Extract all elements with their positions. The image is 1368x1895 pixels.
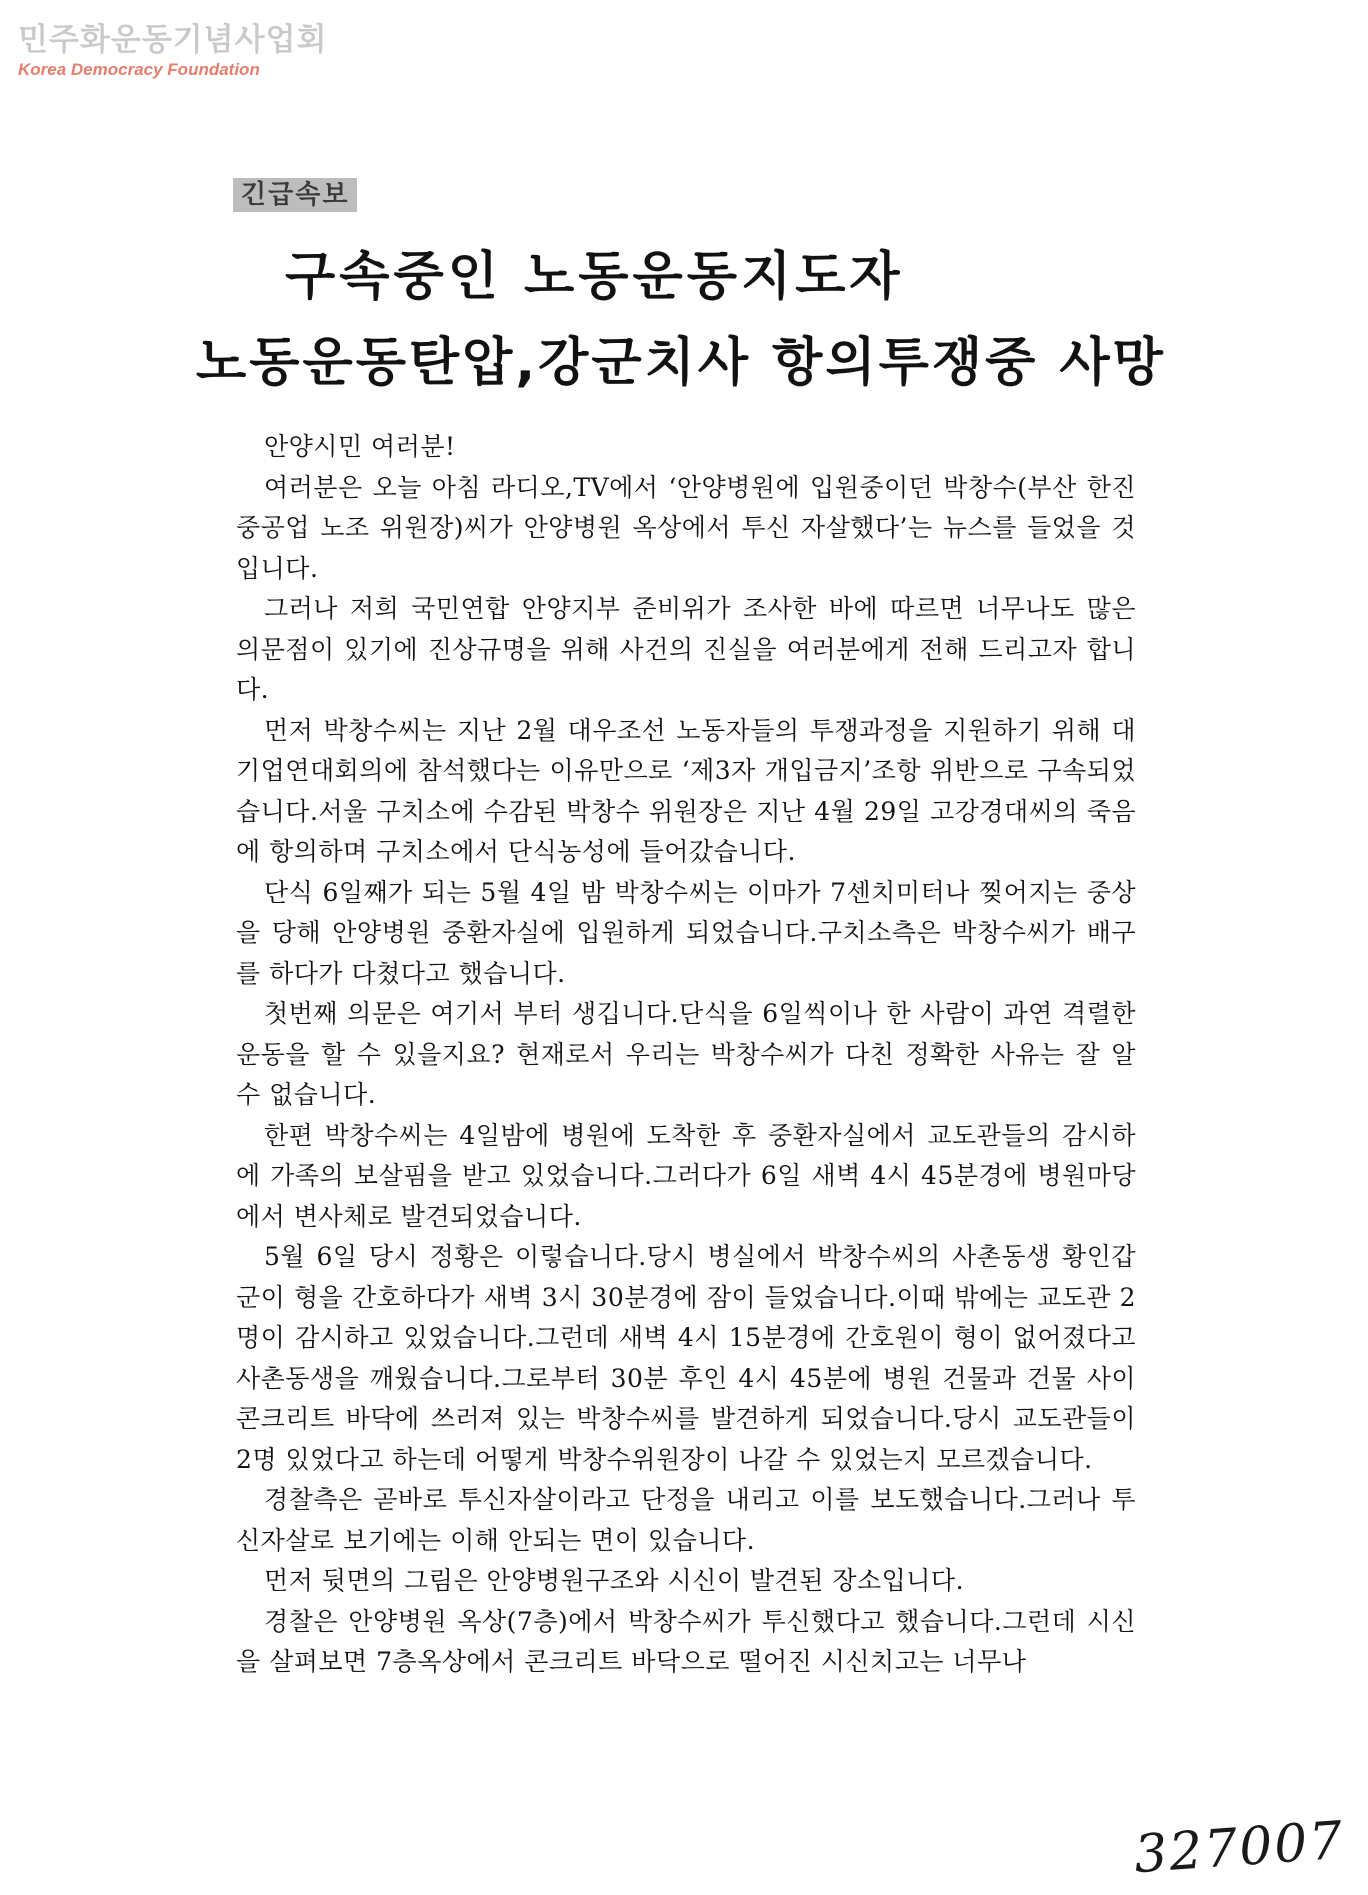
paragraph-5: 첫번째 의문은 여기서 부터 생깁니다.단식을 6일씩이나 한 사람이 과연 격렬한 운동을 할 수 있을지요? 현재로서 우리는 박창수씨가 다친 정확한 사유는 잘 알 수 없습니다. bbox=[236, 999, 1136, 1109]
paragraph-9: 먼저 뒷면의 그림은 안양병원구조와 시신이 발견된 장소입니다. bbox=[264, 1566, 965, 1595]
archive-number: 327007 bbox=[1132, 1810, 1347, 1886]
document-body bbox=[236, 427, 1136, 1683]
greeting: 안양시민 여러분! bbox=[264, 432, 456, 461]
paragraph-2: 그러나 저희 국민연합 안양지부 준비위가 조사한 바에 따르면 너무나도 많은 의문점이 있기에 진상규명을 위해 사건의 진실을 여러분에게 전해 드리고자 합니다. bbox=[236, 594, 1136, 704]
foundation-watermark bbox=[18, 22, 327, 80]
paragraph-3: 먼저 박창수씨는 지난 2월 대우조선 노동자들의 투쟁과정을 지원하기 위해 대기업연대회의에 참석했다는 이유만으로 ‘제3자 개입금지’조항 위반으로 구속되었습니다.서울 구치소에 수감된 박창수 위원장은 지난 4월 29일 고강경대씨의 죽음에 항의하며 구치소에서 단식농성에 들어갔습니다. bbox=[236, 715, 1136, 866]
paragraph-1: 여러분은 오늘 아침 라디오,TV에서 ‘안양병원에 입원중이던 박창수(부산 한진 중공업 노조 위원장)씨가 안양병원 옥상에서 투신 자살했다’는 뉴스를 들었을 것입니다. bbox=[236, 472, 1136, 583]
watermark-korean: 민주화운동기념사업회 bbox=[18, 22, 328, 58]
headline-line-1: 구속중인 노동운동지도자 bbox=[285, 247, 904, 307]
watermark-english: Korea Democracy Foundation bbox=[18, 60, 260, 79]
paragraph-10: 경찰은 안양병원 옥상(7층)에서 박창수씨가 투신했다고 했습니다.그런데 시신을 살펴보면 7층옥상에서 콘크리트 바닥으로 떨어진 시신치고는 너무나 bbox=[236, 1606, 1136, 1676]
paragraph-6: 한편 박창수씨는 4일밤에 병원에 도착한 후 중환자실에서 교도관들의 감시하에 가족의 보살핌을 받고 있었습니다.그러다가 6일 새벽 4시 45분경에 병원마당에서 변사체로 발견되었습니다. bbox=[236, 1120, 1136, 1231]
headline-line-2: 노동운동탄압,강군치사 항의투쟁중 사망 bbox=[196, 333, 1166, 393]
paragraph-4: 단식 6일째가 되는 5월 4일 밤 박창수씨는 이마가 7센치미터나 찢어지는 중상을 당해 안양병원 중환자실에 입원하게 되었습니다.구치소측은 박창수씨가 배구를 하다가 다쳤다고 했습니다. bbox=[236, 877, 1136, 988]
paragraph-7: 5월 6일 당시 정황은 이렇습니다.당시 병실에서 박창수씨의 사촌동생 황인갑군이 형을 간호하다가 새벽 3시 30분경에 잠이 들었습니다.이때 밖에는 교도관 2명이 감시하고 있었습니다.그런데 새벽 4시 15분경에 간호원이 형이 없어졌다고 사촌동생을 깨웠습니다.그로부터 30분 후인 4시 45분에 병원 건물과 건물 사이 콘크리트 바닥에 쓰러져 있는 박창수씨를 발견하게 되었습니다.당시 교도관들이 2명 있었다고 하는데 어떻게 박창수위원장이 나갈 수 있었는지 모르겠습니다. bbox=[236, 1242, 1136, 1474]
paragraph-8: 경찰측은 곧바로 투신자살이라고 단정을 내리고 이를 보도했습니다.그러나 투신자살로 보기에는 이해 안되는 면이 있습니다. bbox=[236, 1485, 1136, 1555]
urgent-news-tag: 긴급속보 bbox=[233, 178, 357, 212]
